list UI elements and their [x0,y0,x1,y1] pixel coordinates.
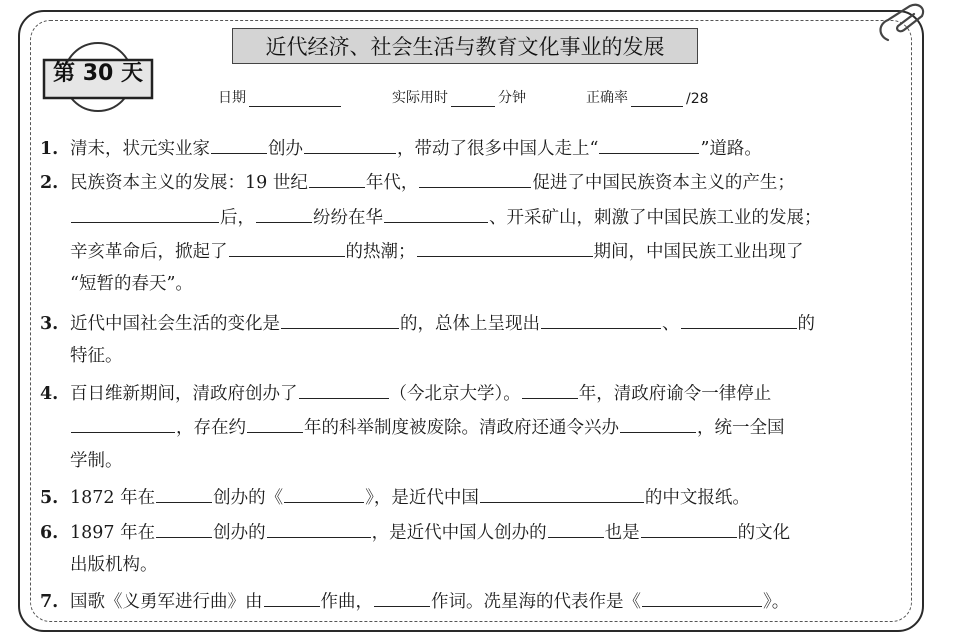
day-badge-label: 第 30 天 [53,61,143,86]
date-meta [218,87,344,107]
blank[interactable] [419,170,531,188]
blank[interactable] [642,589,762,607]
blank[interactable] [374,589,430,607]
question-2-line-4: “短暂的春天”。 [70,274,193,294]
question-5: 5. 1872 年在 创办的《 》，是近代中国 的中文报纸。 [40,485,750,509]
question-2: 2. 民族资本主义的发展：19 世纪 年代， 促进了中国民族资本主义的产生； [40,170,795,194]
blank[interactable] [641,520,737,538]
blank[interactable] [284,485,364,503]
date-field[interactable] [249,92,341,107]
question-6-line-2: 出版机构。 [70,555,158,575]
blank[interactable] [229,239,345,257]
blank[interactable] [256,205,312,223]
blank[interactable] [304,136,396,154]
time-meta [392,87,526,107]
blank[interactable] [281,311,399,329]
page-title: 近代经济、社会生活与教育文化事业的发展 [232,28,698,64]
blank[interactable] [620,415,696,433]
accuracy-label: 正确率 [586,90,628,106]
question-1: 1. 清末，状元实业家 创办 ，带动了很多中国人走上“ ”道路。 [40,136,762,160]
blank[interactable] [156,485,212,503]
question-4-line-3: 学制。 [70,451,123,471]
question-3-line-2: 特征。 [70,346,123,366]
question-3: 3. 近代中国社会生活的变化是 的，总体上呈现出 、 的 [40,311,815,335]
blank[interactable] [299,381,389,399]
blank[interactable] [480,485,644,503]
blank[interactable] [71,415,175,433]
minute-label: 分钟 [498,90,526,106]
question-number: 6. [40,523,59,543]
blank[interactable] [156,520,212,538]
blank[interactable] [309,170,365,188]
blank[interactable] [384,205,488,223]
question-number: 2. [40,173,59,193]
blank[interactable] [71,205,219,223]
question-6: 6. 1897 年在 创办的 ，是近代中国人创办的 也是 的文化 [40,520,790,544]
blank[interactable] [541,311,661,329]
accuracy-meta [586,87,709,107]
blank[interactable] [264,589,320,607]
question-7: 7. 国歌《义勇军进行曲》由 作曲， 作词。冼星海的代表作是《 》。 [40,589,789,613]
time-label: 实际用时 [392,90,448,106]
question-2-line-3: 辛亥革命后，掀起了 的热潮； 期间，中国民族工业出现了 [70,239,804,263]
question-2-line-2: 后， 纷纷在华 、开采矿山，刺激了中国民族工业的发展； [70,205,822,229]
question-number: 5. [40,488,59,508]
accuracy-total: /28 [686,91,709,107]
blank[interactable] [211,136,267,154]
question-4: 4. 百日维新期间，清政府创办了 （今北京大学）。 年，清政府谕令一律停止 [40,381,771,405]
blank[interactable] [599,136,699,154]
blank[interactable] [267,520,371,538]
question-number: 4. [40,384,59,404]
question-number: 1. [40,139,59,159]
question-number: 3. [40,314,59,334]
blank[interactable] [548,520,604,538]
paperclip-icon [870,0,930,48]
blank[interactable] [247,415,303,433]
question-4-line-2: ，存在约 年的科举制度被废除。清政府还通令兴办 ，统一全国 [70,415,785,439]
question-number: 7. [40,592,59,612]
blank[interactable] [681,311,797,329]
date-label: 日期 [218,90,246,106]
blank[interactable] [522,381,578,399]
blank[interactable] [417,239,593,257]
time-field[interactable] [451,92,495,107]
accuracy-field[interactable] [631,92,683,107]
